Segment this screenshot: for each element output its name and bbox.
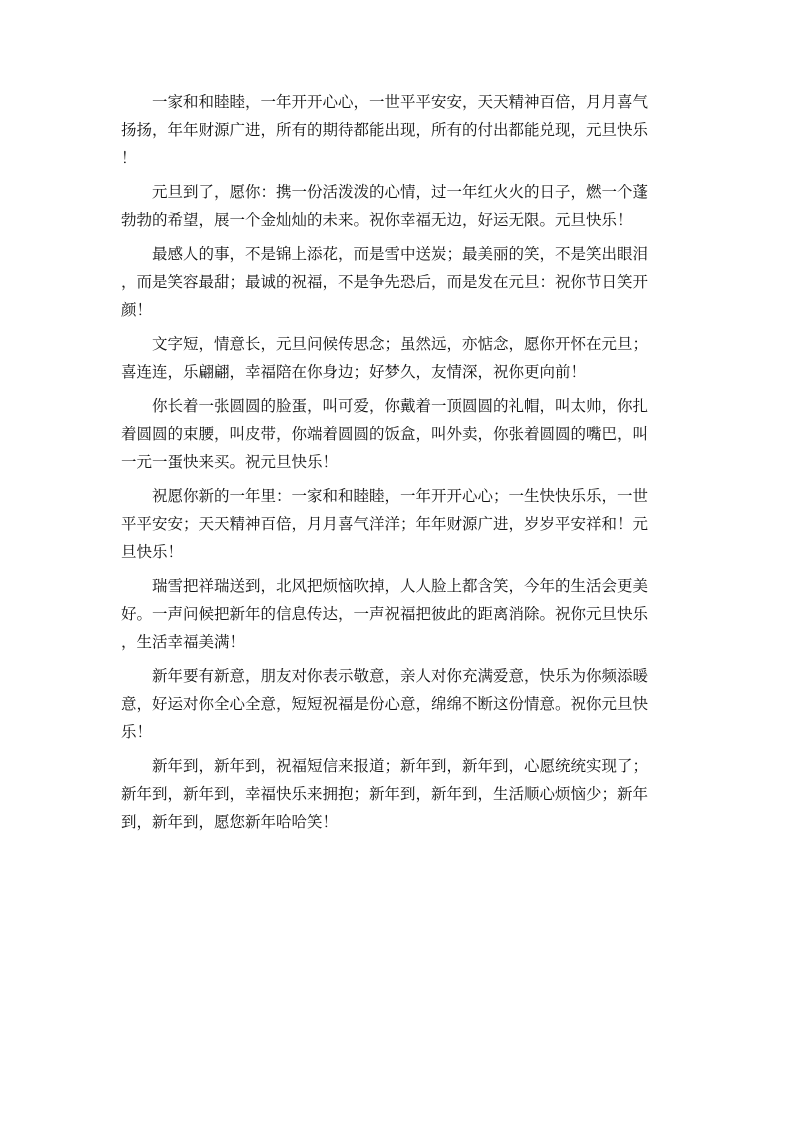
greeting-paragraph-3: 最感人的事，不是锦上添花，而是雪中送炭；最美丽的笑，不是笑出眼泪 ，而是笑容最甜；最诚的祝福，不是争先恐后，而是发在元旦：祝你节日笑开 颜！ xyxy=(121,245,649,319)
greeting-paragraph-8: 新年要有新意，朋友对你表示敬意，亲人对你充满爱意，快乐为你频添暖 意，好运对你全心全意，短短祝福是份心意，绵绵不断这份情意。祝你元旦快 乐！ xyxy=(121,667,649,741)
document-body xyxy=(121,88,666,842)
greeting-paragraph-1: 一家和和睦睦，一年开开心心，一世平平安安，天天精神百倍，月月喜气 扬扬，年年财源广进，所有的期待都能出现，所有的付出都能兑现，元旦快乐 ！ xyxy=(121,93,649,167)
greeting-paragraph-4: 文字短，情意长，元旦问候传思念；虽然远，亦惦念，愿你开怀在元旦； 喜连连，乐翩翩，幸福陪在你身边；好梦久，友情深，祝你更向前！ xyxy=(121,335,649,381)
greeting-paragraph-5: 你长着一张圆圆的脸蛋，叫可爱，你戴着一顶圆圆的礼帽，叫太帅，你扎 着圆圆的束腰，叫皮带，你端着圆圆的饭盒，叫外卖，你张着圆圆的嘴巴，叫 一元一蛋快来买。祝元旦快乐！ xyxy=(121,397,649,471)
greeting-paragraph-6: 祝愿你新的一年里：一家和和睦睦，一年开开心心；一生快快乐乐，一世 平平安安；天天精神百倍，月月喜气洋洋；年年财源广进，岁岁平安祥和！元 旦快乐！ xyxy=(121,487,649,561)
greeting-paragraph-7: 瑞雪把祥瑞送到，北风把烦恼吹掉，人人脸上都含笑，今年的生活会更美 好。一声问候把新年的信息传达，一声祝福把彼此的距离消除。祝你元旦快乐 ，生活幸福美满！ xyxy=(121,577,649,651)
greeting-paragraph-9: 新年到，新年到，祝福短信来报道；新年到，新年到，心愿统统实现了； 新年到，新年到，幸福快乐来拥抱；新年到，新年到，生活顺心烦恼少；新年 到，新年到，愿您新年哈哈笑！ xyxy=(121,757,649,831)
greeting-paragraph-2: 元旦到了，愿你：携一份活泼泼的心情，过一年红火火的日子，燃一个蓬 勃勃的希望，展一个金灿灿的未来。祝你幸福无边，好运无限。元旦快乐！ xyxy=(121,183,649,229)
